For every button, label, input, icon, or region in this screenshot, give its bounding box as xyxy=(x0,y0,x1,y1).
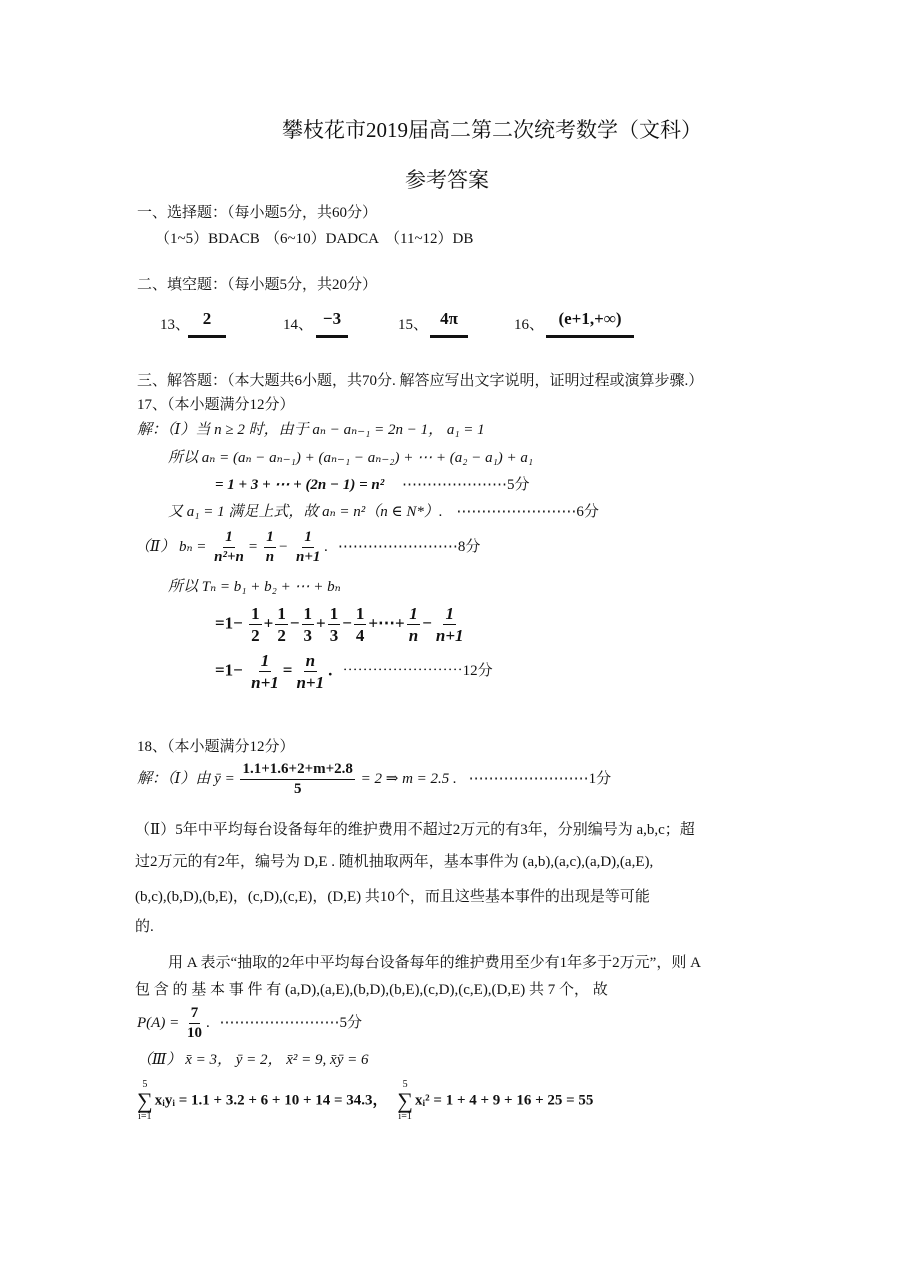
q18-p4-line2 xyxy=(137,1080,593,1122)
numerator: 1 xyxy=(355,604,365,623)
fraction xyxy=(240,762,354,797)
q18-p4-line1: （Ⅲ） x̄ = 3， ȳ = 2， x̄² = 9, x̄ȳ = 6 xyxy=(137,1052,369,1068)
probability-label: P(A) = xyxy=(137,1014,180,1031)
q18-part1-result: = 2 ⇒ m = 2.5 . xyxy=(360,770,457,787)
q17-line3-expr: = 1 + 3 + ⋯ + (2n − 1) = n² xyxy=(215,477,385,493)
numerator: 1 xyxy=(277,604,286,623)
denominator: 5 xyxy=(293,781,302,797)
q18-p2-line4: 的. xyxy=(135,919,154,935)
fraction xyxy=(264,530,276,565)
denominator: 4 xyxy=(355,626,365,645)
fraction xyxy=(249,652,281,691)
numerator: 1 xyxy=(329,604,339,623)
fraction xyxy=(294,652,326,691)
denominator: 10 xyxy=(186,1025,202,1041)
blank-label-15: 15、 xyxy=(398,317,429,333)
q17-line5: （Ⅱ） bₙ = $\frac{1}{\text{n²+n}}$ = $\frac{1}{n}$ − $\frac{1}{n+1}$ . ⋯⋯⋯⋯⋯⋯⋯⋯8分 xyxy=(135,529,481,565)
denominator: n xyxy=(408,626,419,645)
q17-line4-expr: 又 a₁ = 1 满足上式，故 aₙ = n²（n ∈ N*）. xyxy=(168,504,443,520)
q17-score-5: ⋯⋯⋯⋯⋯⋯⋯5分 xyxy=(402,477,530,493)
section3-heading: 三、解答题：（本大题共6小题，共70分. 解答应写出文字说明，证明过程或演算步骤.） xyxy=(137,373,704,389)
denominator: 3 xyxy=(329,626,339,645)
q17-line2: 所以 aₙ = (aₙ − aₙ₋₁) + (aₙ₋₁ − aₙ₋₂) + ⋯ + (a₂ − a₁) + a₁ xyxy=(168,450,534,466)
denominator: 2 xyxy=(277,626,286,645)
blank-answer-15: 4π xyxy=(430,309,468,338)
choice-answers-1-5: （1~5）BDACB xyxy=(155,231,260,247)
q17-line7: =1− $\frac{1}{2}$ + $\frac{1}{2}$ − $\frac{1}{3}$ + $\frac{1}{3}$ − $\frac{1}{4}$ +⋯+ $\frac{1}{n}$ − $\frac{1}{n+1}$ xyxy=(215,604,464,645)
section1-heading: 一、选择题：（每小题5分，共60分） xyxy=(137,205,378,221)
section2-heading: 二、填空题：（每小题5分，共20分） xyxy=(137,277,378,293)
q18-header: 18、（本小题满分12分） xyxy=(137,739,295,755)
denominator: 3 xyxy=(303,626,312,645)
q18-p2-line1: （Ⅱ）5年中平均每台设备每年的维护费用不超过2万元的有3年，分别编号为 a,b,c；超 xyxy=(135,822,695,838)
blank-answer-16: (e+1,+∞) xyxy=(546,309,634,338)
q18-score-5: ⋯⋯⋯⋯⋯⋯⋯⋯5分 xyxy=(219,1014,362,1031)
q17-header: 17、（本小题满分12分） xyxy=(137,397,295,413)
numerator: 1 xyxy=(251,604,260,623)
q17-line3 xyxy=(215,478,530,493)
q18-p3-line2: 包 含 的 基 本 事 件 有 (a,D),(a,E),(b,D),(b,E),(c,D),(c,E),(D,E) 共 7 个， 故 xyxy=(135,982,608,998)
q18-p3-line3: P(A) = $\frac{7}{10}$ . ⋯⋯⋯⋯⋯⋯⋯⋯5分 xyxy=(137,1005,362,1041)
sum-x2-expr: xᵢ² = 1 + 4 + 9 + 16 + 25 = 55 xyxy=(414,1092,594,1109)
page-title: 攀枝花市2019届高二第二次统考数学（文科） xyxy=(282,118,702,142)
page-subtitle: 参考答案 xyxy=(405,168,489,192)
q17-score-8: ⋯⋯⋯⋯⋯⋯⋯⋯8分 xyxy=(337,538,481,555)
numerator: 1 xyxy=(303,604,312,623)
q17-line4 xyxy=(168,505,599,520)
sum-upper: 5 xyxy=(402,1079,408,1090)
q17-line6: 所以 Tₙ = b₁ + b₂ + ⋯ + bₙ xyxy=(168,579,341,595)
q17-line1: 解：（Ⅰ）当 n ≥ 2 时，由于 aₙ − aₙ₋₁ = 2n − 1， a₁ = 1 xyxy=(137,422,485,438)
denominator: n xyxy=(265,549,275,565)
numerator: 1 xyxy=(260,651,270,670)
fraction xyxy=(294,530,322,565)
q17-bn-label: （Ⅱ） bₙ = xyxy=(135,538,207,555)
q18-p3-line1: 用 A 表示“抽取的2年中平均每台设备每年的维护费用至少有1年多于2万元”，则 A xyxy=(168,955,701,971)
q18-line1 xyxy=(137,762,611,797)
numerator: 1 xyxy=(264,530,276,548)
fraction xyxy=(354,605,367,644)
denominator: n+1 xyxy=(296,673,325,692)
sum-lower: i=1 xyxy=(398,1111,412,1122)
q18-p2-line2: 过2万元的有2年，编号为 D,E . 随机抽取两年，基本事件为 (a,b),(a,c),(a,D),(a,E), xyxy=(135,854,654,870)
numerator: 1 xyxy=(445,604,454,623)
sum-upper: 5 xyxy=(142,1079,148,1090)
q18-score-1: ⋯⋯⋯⋯⋯⋯⋯⋯1分 xyxy=(468,770,612,787)
blank-label-14: 14、 xyxy=(283,317,314,333)
sum-lower: i=1 xyxy=(138,1111,152,1122)
q18-p2-line3: (b,c),(b,D),(b,E)，(c,D),(c,E)，(D,E) 共10个，而且这些基本事件的出现是等可能 xyxy=(135,889,650,905)
numerator: 7 xyxy=(189,1006,201,1024)
blank-answer-13: 2 xyxy=(188,309,226,338)
blank-answer-14: −3 xyxy=(316,309,348,338)
q18-part1-prefix: 解：（Ⅰ）由 ȳ = xyxy=(137,770,235,787)
blank-label-16: 16、 xyxy=(514,317,545,333)
fraction xyxy=(212,530,246,565)
sum-xy-expr: xᵢyᵢ = 1.1 + 3.2 + 6 + 10 + 14 = 34.3， xyxy=(154,1092,388,1109)
numerator: 1 xyxy=(223,530,235,548)
fraction xyxy=(249,605,262,644)
choice-answers-11-12: （11~12）DB xyxy=(385,231,474,247)
fraction xyxy=(302,605,315,644)
choice-answers-6-10: （6~10）DADCA xyxy=(265,231,379,247)
denominator: n+1 xyxy=(295,549,321,565)
numerator: 1.1+1.6+2+m+2.8 xyxy=(240,762,354,780)
denominator: n+1 xyxy=(435,626,464,645)
fraction xyxy=(328,605,341,644)
summation-icon: 5 ∑ i=1 xyxy=(397,1079,413,1122)
numerator: 1 xyxy=(302,530,314,548)
numerator: 1 xyxy=(409,604,418,623)
fraction xyxy=(185,1006,204,1041)
denominator: n+1 xyxy=(251,673,279,692)
fraction xyxy=(434,605,466,644)
fraction xyxy=(275,605,288,644)
numerator: n xyxy=(305,651,316,670)
summation-icon: 5 ∑ i=1 xyxy=(137,1079,153,1122)
denominator: n²+n xyxy=(214,549,244,565)
denominator: 2 xyxy=(251,626,260,645)
blank-label-13: 13、 xyxy=(160,317,191,333)
q17-line8: =1− $\frac{1}{n+1}$ = $\frac{n}{n+1}$ . ⋯⋯⋯⋯⋯⋯⋯⋯12分 xyxy=(215,651,493,692)
q17-score-6: ⋯⋯⋯⋯⋯⋯⋯⋯6分 xyxy=(456,504,599,520)
fraction xyxy=(407,605,420,644)
q17-score-12: ⋯⋯⋯⋯⋯⋯⋯⋯12分 xyxy=(342,663,493,680)
